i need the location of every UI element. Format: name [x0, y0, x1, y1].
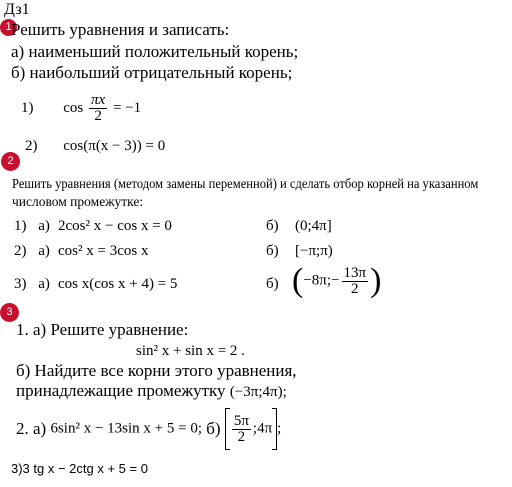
fraction-denominator: 2 [237, 428, 246, 445]
row-part-a: а) [38, 276, 50, 292]
equation-1-cos: cos [63, 99, 84, 116]
task-2-label: 2. а) [16, 419, 47, 438]
fraction-numerator: πx [91, 92, 106, 108]
instruction-line-2: а) наименьший положительный корень; [11, 42, 299, 61]
task-2-fraction [232, 414, 251, 445]
fraction-denominator: 2 [351, 280, 359, 297]
row-interval [292, 262, 381, 300]
section-2-row-2 [14, 243, 504, 260]
task-2 [16, 408, 281, 450]
section-2-instruction-1: Решить уравнения (методом замены переменной) и сделать отбор корней на указанном [12, 176, 479, 191]
task-1b-interval: (−3π;4π); [229, 384, 287, 400]
fraction-denominator: 2 [94, 108, 102, 124]
row-equation: 2cos² x − cos x = 0 [58, 218, 172, 234]
fraction-numerator: 13π [343, 264, 367, 281]
instruction-line-3: б) наибольший отрицательный корень; [11, 63, 293, 82]
equation-1-fraction [89, 93, 107, 124]
row-equation: cos² x = 3cos x [58, 243, 149, 259]
badge-3: 3 [0, 303, 19, 322]
interval-fraction [342, 266, 369, 297]
bracket-left [225, 408, 230, 450]
row-number: 3) [14, 276, 27, 292]
row-interval: [−π;π) [295, 243, 333, 259]
task-1a: 1. а) Решите уравнение: [16, 320, 189, 339]
row-part-b: б) [266, 276, 279, 292]
row-part-a: а) [38, 218, 50, 234]
task-2-equation: 6sin² x − 13sin x + 5 = 0; [50, 420, 203, 437]
task-1b-line-1: б) Найдите все корни этого уравнения, [16, 361, 297, 380]
equation-2 [25, 138, 165, 155]
row-part-a: а) [38, 243, 50, 259]
fraction-numerator: 5π [233, 412, 249, 429]
task-1-equation: sin² x + sin x = 2 . [136, 343, 245, 359]
section-2-instruction-2: числовом промежутке: [12, 194, 144, 209]
task-1b-line-2 [16, 381, 287, 401]
paren-right: ) [370, 262, 382, 299]
task-2-part-b: б) [206, 419, 221, 438]
task-2-end: ; [277, 420, 282, 437]
row-interval: (0;4π] [295, 218, 332, 234]
task-1b-text: принадлежащие промежутку [16, 381, 226, 400]
equation-1-rhs: = −1 [112, 99, 142, 116]
equation-2-text: cos(π(x − 3)) = 0 [63, 138, 166, 154]
badge-2: 2 [1, 152, 20, 171]
section-2-row-1 [14, 218, 504, 235]
homework-title: Дз1 [4, 1, 30, 18]
paren-left: ( [292, 262, 304, 299]
instruction-line-1: Решить уравнения и записать: [11, 20, 230, 39]
task-2-interval-tail: ;4π [252, 420, 273, 437]
interval-left: −8π;− [303, 272, 340, 289]
task-3: 3)3 tg x − 2ctg x + 5 = 0 [11, 461, 148, 476]
row-number: 1) [14, 218, 27, 234]
row-part-b: б) [266, 218, 279, 234]
row-part-b: б) [266, 243, 279, 259]
row-equation: cos x(cos x + 4) = 5 [58, 276, 178, 292]
equation-2-number: 2) [25, 138, 38, 154]
equation-1-number: 1) [21, 99, 34, 116]
equation-1 [21, 93, 141, 124]
badge-1: 1 [0, 19, 17, 36]
row-number: 2) [14, 243, 27, 259]
